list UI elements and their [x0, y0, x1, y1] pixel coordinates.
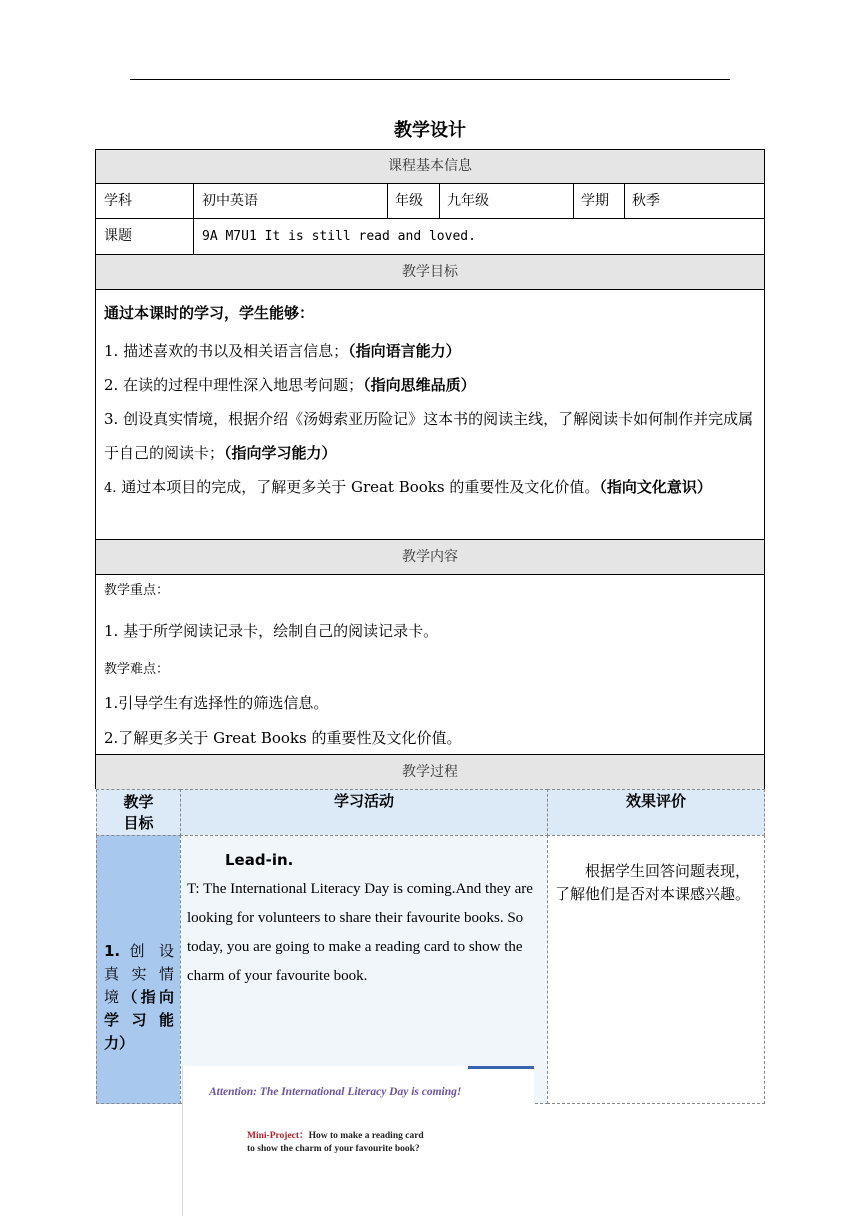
slide-accent-bar	[468, 1066, 534, 1069]
term-value: 秋季	[632, 193, 660, 209]
grade-label: 年级	[395, 193, 423, 209]
subject-value: 初中英语	[202, 193, 258, 209]
header-rule	[130, 79, 730, 80]
objective-4: 4. 通过本项目的完成，了解更多关于 Great Books 的重要性及文化价值。（指向文化意识）	[104, 478, 712, 496]
col-goal-header: 教学 目标	[123, 793, 154, 832]
slide-headline: Attention: The International Literacy Day is coming!	[209, 1086, 462, 1098]
section-objectives: 教学目标	[96, 255, 764, 289]
objective-1: 1. 描述喜欢的书以及相关语言信息；（指向语言能力）	[104, 342, 461, 360]
eval-text: 根据学生回答问题表现，了解他们是否对本课感兴趣。	[555, 862, 751, 903]
term-label: 学期	[581, 193, 609, 209]
topic-label: 课题	[104, 228, 132, 244]
grade-value: 九年级	[447, 193, 489, 209]
slide-image	[182, 1066, 534, 1216]
key-point-item: 1. 基于所学阅读记录卡，绘制自己的阅读记录卡。	[104, 622, 439, 640]
subject-label: 学科	[104, 193, 132, 209]
section-process: 教学过程	[96, 755, 764, 789]
col-eval-header: 效果评价	[625, 792, 686, 810]
goal-text: 1. 创 设 真 实 情 境（指向 学 习 能 力）	[104, 942, 174, 1052]
section-basic-info: 课程基本信息	[96, 150, 764, 183]
objective-2: 2. 在读的过程中理性深入地思考问题；（指向思维品质）	[104, 376, 476, 394]
key-point-label: 教学重点：	[104, 583, 170, 598]
difficult-point-label: 教学难点：	[104, 662, 170, 677]
section-content: 教学内容	[96, 540, 764, 574]
objective-3: 3. 创设真实情境，根据介绍《汤姆索亚历险记》这本书的阅读主线，了解阅读卡如何制作并完成属于自己的阅读卡；（指向学习能力）	[104, 410, 754, 462]
col-activity-header: 学习活动	[333, 792, 394, 810]
activity-heading: Lead-in.	[225, 851, 294, 869]
slide-mini-project: Mini-Project：How to make a reading card to show the charm of your favourite book?	[247, 1131, 424, 1154]
activity-text: T: The International Literacy Day is coming.And they are looking for volunteers to share their favourite books. So today, you are going to make a reading card to show the charm of your favourite book.	[187, 881, 533, 984]
objectives-intro: 通过本课时的学习，学生能够：	[104, 304, 315, 322]
difficult-item-1: 1.引导学生有选择性的筛选信息。	[104, 694, 329, 712]
page-title: 教学设计	[394, 120, 466, 141]
topic-value: 9A M7U1 It is still read and loved.	[202, 229, 476, 244]
difficult-item-2: 2.了解更多关于 Great Books 的重要性及文化价值。	[104, 729, 462, 747]
